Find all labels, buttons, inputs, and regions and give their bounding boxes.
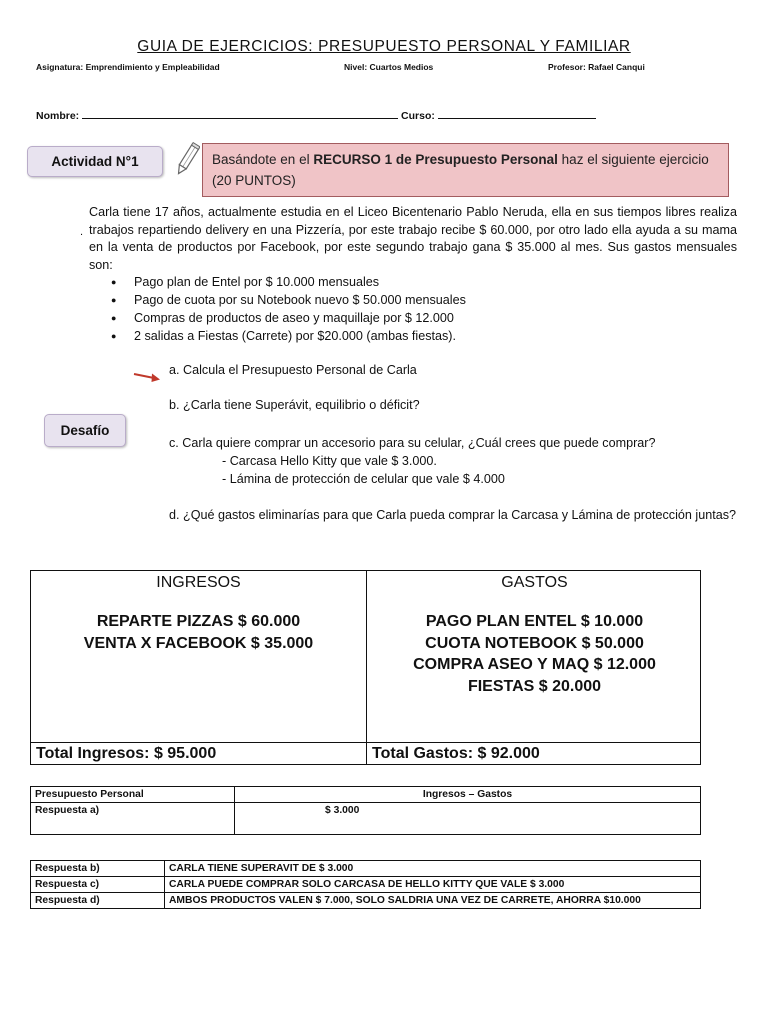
name-label: Nombre: [36, 110, 80, 122]
table-row [31, 893, 701, 909]
table-row [31, 877, 701, 893]
question-d: d. ¿Qué gastos eliminarías para que Carla pueda comprar la Carcasa y Lámina de protección juntas? [169, 508, 737, 522]
answer-a-value: $ 3.000 [235, 803, 701, 835]
list-item: ● Pago plan de Entel por $ 10.000 mensuales [111, 273, 466, 291]
income-item: REPARTE PIZZAS $ 60.000 [96, 613, 301, 630]
expenses-list [111, 273, 466, 345]
subject-label: Asignatura: Emprendimiento y Empleabilidad [36, 62, 220, 72]
total-income: Total Ingresos: $ 95.000 [36, 745, 217, 762]
expenses-column [367, 571, 702, 764]
question-a: a. Calcula el Presupuesto Personal de Carla [169, 363, 417, 377]
list-item: ● Pago de cuota por su Notebook nuevo $ 50.000 mensuales [111, 291, 466, 309]
instruction-resource: RECURSO 1 de Presupuesto Personal [313, 152, 558, 167]
instruction-box [202, 143, 729, 197]
problem-paragraph: Carla tiene 17 años, actualmente estudia en el Liceo Bicentenario Pablo Neruda, ella en sus tiempos libres realiza trabajos repartiendo delivery en una Pizzería, por este trabajo recibe $ 60.000, por otro lado ella ayuda a su mama en la venta de productos por Facebook, por este segundo trabajo gana $ 35.000 al mes. Sus gastos mensuales son: [89, 205, 737, 272]
total-expenses: Total Gastos: $ 92.000 [372, 745, 540, 762]
pencil-icon [174, 142, 200, 178]
expense-item: FIESTAS $ 20.000 [467, 677, 602, 695]
challenge-badge: Desafío [44, 414, 126, 447]
activity-badge: Actividad N°1 [27, 146, 163, 177]
question-b: b. ¿Carla tiene Superávit, equilibrio o déficit? [169, 398, 420, 412]
expense-item: CUOTA NOTEBOOK $ 50.000 [425, 634, 644, 652]
personal-budget-table [30, 786, 701, 835]
table-row [31, 861, 701, 877]
stray-dot: . [80, 226, 84, 238]
question-c: c. Carla quiere comprar un accesorio para su celular, ¿Cuál crees que puede comprar? [169, 436, 656, 450]
level-label: Nivel: Cuartos Medios [344, 62, 434, 72]
list-item: ● Compras de productos de aseo y maquillaje por $ 12.000 [111, 309, 466, 327]
answer-label: Respuesta d) [31, 893, 165, 909]
question-c-option-1: - Carcasa Hello Kitty que vale $ 3.000. [222, 454, 437, 468]
name-field[interactable] [82, 109, 398, 119]
answer-label: Respuesta b) [31, 861, 165, 877]
page-title: GUIA DE EJERCICIOS: PRESUPUESTO PERSONAL Y FAMILIAR [137, 38, 631, 55]
name-course-line [36, 109, 596, 122]
answer-value: CARLA PUEDE COMPRAR SOLO CARCASA DE HELLO KITTY QUE VALE $ 3.000 [165, 877, 701, 893]
budget-formula-cell: Ingresos – Gastos [235, 787, 701, 803]
expenses-header: GASTOS [501, 574, 568, 591]
answer-label: Respuesta c) [31, 877, 165, 893]
answer-value: AMBOS PRODUCTOS VALEN $ 7.000, SOLO SALDRIA UNA VEZ DE CARRETE, AHORRA $10.000 [165, 893, 701, 909]
answers-table [30, 860, 701, 909]
question-c-option-2: - Lámina de protección de celular que vale $ 4.000 [222, 472, 505, 486]
instruction-post: haz el siguiente ejercicio (20 PUNTOS) [212, 152, 709, 188]
column-divider [366, 571, 367, 764]
instruction-pre: Basándote en el [212, 152, 314, 167]
list-item: ● 2 salidas a Fiestas (Carrete) por $20.000 (ambas fiestas). [111, 327, 466, 345]
budget-table [30, 570, 701, 765]
income-header: INGRESOS [156, 574, 241, 591]
teacher-label: Profesor: Rafael Canqui [548, 62, 645, 72]
arrow-icon [133, 370, 161, 384]
budget-label-cell: Presupuesto Personal [31, 787, 235, 803]
answer-value: CARLA TIENE SUPERAVIT DE $ 3.000 [165, 861, 701, 877]
answer-a-label: Respuesta a) [31, 803, 235, 835]
expense-item: PAGO PLAN ENTEL $ 10.000 [425, 613, 644, 630]
course-field[interactable] [438, 109, 596, 119]
expense-item: COMPRA ASEO Y MAQ $ 12.000 [413, 656, 656, 673]
course-label: Curso: [401, 110, 435, 122]
income-column [31, 571, 366, 764]
income-item: VENTA X FACEBOOK $ 35.000 [83, 634, 314, 652]
